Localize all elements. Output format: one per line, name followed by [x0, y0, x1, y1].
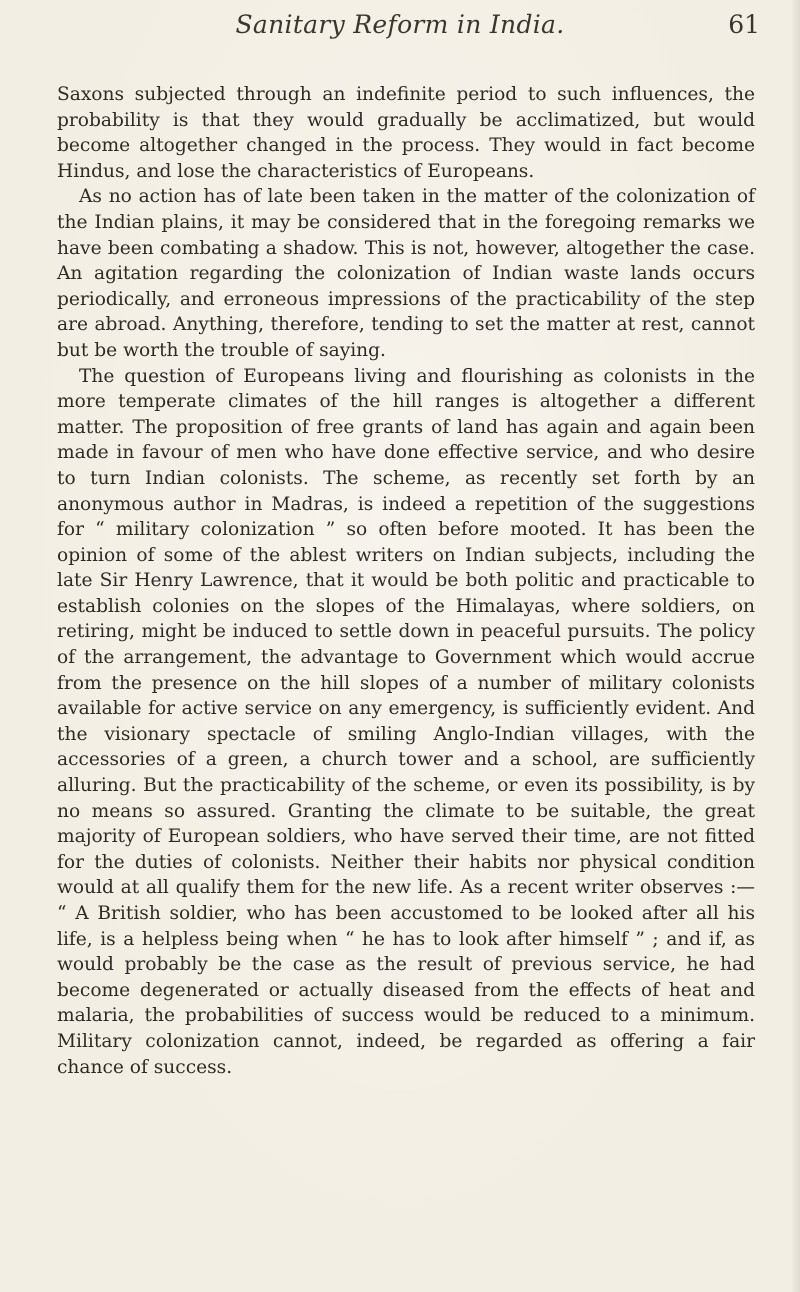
page-edge-shadow [790, 0, 800, 1292]
body-text [57, 82, 755, 1080]
page-number: 61 [728, 10, 760, 39]
running-title: Sanitary Reform in India. [235, 10, 565, 39]
paragraph-3: The question of Europeans living and flourishing as colonists in the more temperate climates of the hill ranges is altogether a different matter. The proposition of free grants of land has again and again been made in favour of men who have done effective service, and who desire to turn Indian colonists. The scheme, as recently set forth by an anonymous author in Madras, is indeed a repetition of the suggestions for “ military colonization ” so often before mooted. It has been the opinion of some of the ablest writers on Indian subjects, including the late Sir Henry Lawrence, that it would be both politic and practicable to establish colonies on the slopes of the Himalayas, where soldiers, on retiring, might be induced to settle down in peaceful pursuits. The policy of the arrangement, the advantage to Government which would accrue from the presence on the hill slopes of a number of military colonists available for active service on any emergency, is sufficiently evident. And the visionary spectacle of smiling Anglo-Indian villages, with the accessories of a green, a church tower and a school, are sufficiently alluring. But the practicability of the scheme, or even its possibility, is by no means so assured. Granting the climate to be suitable, the great majority of European soldiers, who have served their time, are not fitted for the duties of colonists. Neither their habits nor physical condition would at all qualify them for the new life. As a recent writer observes :— “ A British soldier, who has been accustomed to be looked after all his life, is a helpless being when “ he has to look after himself ” ; and if, as would probably be the case as the result of previous service, he had become degenerated or actually diseased from the effects of heat and malaria, the probabilities of success would be reduced to a minimum. Military colonization cannot, indeed, be regarded as offering a fair chance of success. [57, 365, 755, 1078]
paragraph-1: Saxons subjected through an indefinite period to such influences, the probability is that they would gradually be acclimatized, but would become altogether changed in the process. They would in fact become Hindus, and lose the characteristics of Europeans. [57, 84, 755, 182]
page-header [40, 10, 760, 46]
paragraph-2: As no action has of late been taken in the matter of the colonization of the Indian plains, it may be considered that in the foregoing remarks we have been combating a shadow. This is not, however, altogether the case. An agitation regarding the colonization of Indian waste lands occurs periodically, and erroneous impressions of the practicability of the step are abroad. Anything, therefore, tending to set the matter at rest, cannot but be worth the trouble of saying. [57, 186, 755, 361]
